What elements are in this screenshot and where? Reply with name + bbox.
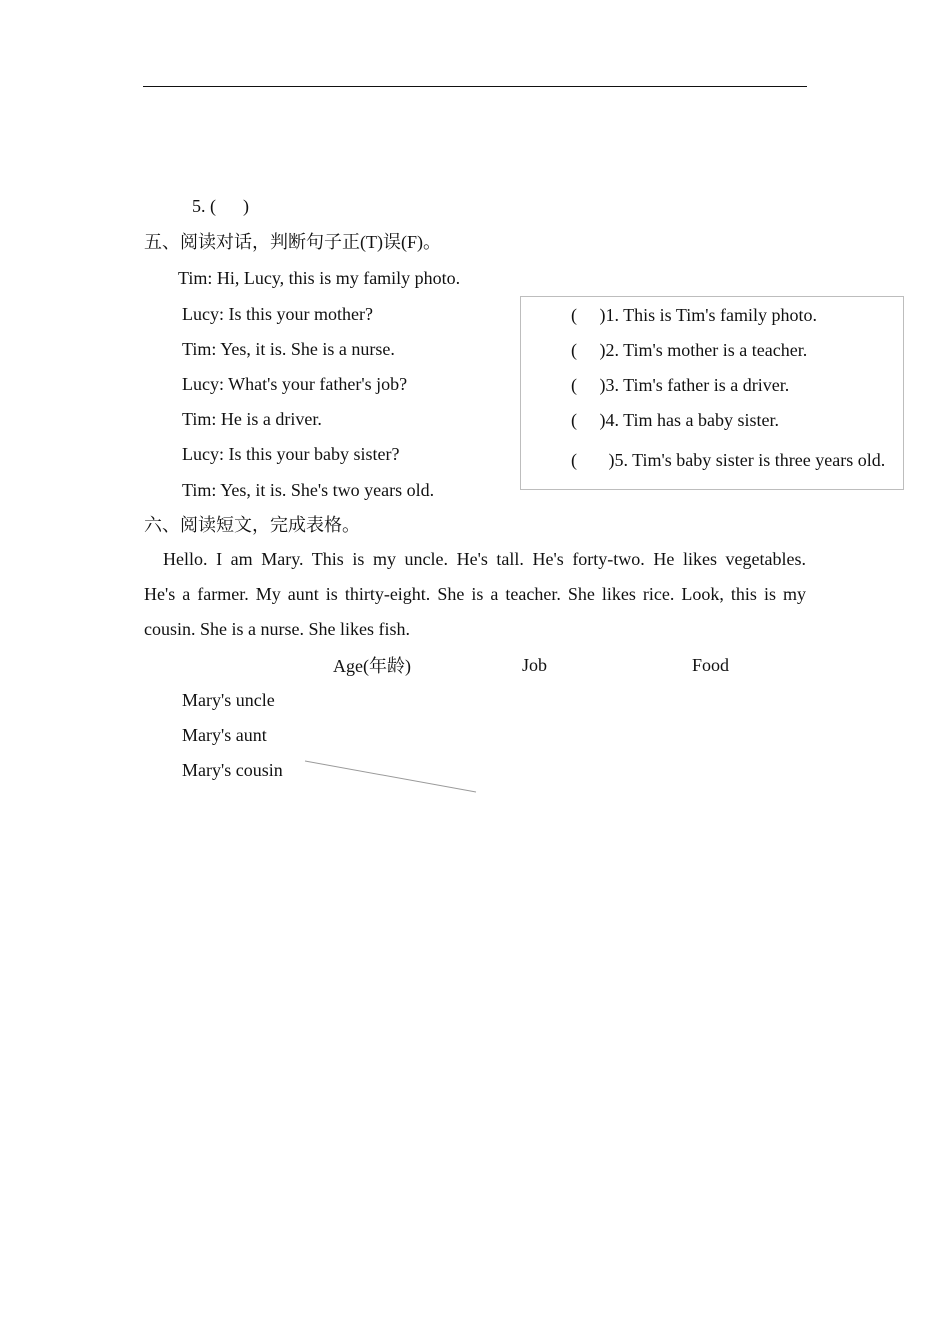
table-row-label: Mary's cousin: [182, 760, 283, 780]
dialogue-line: Tim: Yes, it is. She's two years old.: [182, 480, 435, 500]
table-row-label: Mary's uncle: [182, 690, 275, 710]
dialogue-line: Lucy: Is this your baby sister?: [182, 444, 400, 464]
answer-blank[interactable]: ( ): [571, 375, 606, 395]
answer-blank[interactable]: ( ): [571, 450, 615, 470]
tf-question: [571, 303, 817, 327]
section-6-heading: 六、阅读短文，完成表格。: [144, 515, 360, 535]
dialogue-line: Tim: He is a driver.: [182, 409, 322, 429]
question-text: 2. Tim's mother is a teacher.: [605, 340, 808, 360]
top-divider-line: [143, 86, 807, 87]
tf-question: [571, 408, 779, 432]
answer-blank[interactable]: ( ): [571, 410, 606, 430]
question-5-answer-blank: 5. ( ): [192, 196, 249, 216]
question-text: 5. Tim's baby sister is three years old.: [614, 450, 886, 470]
table-header-job: Job: [522, 655, 548, 675]
dialogue-line: Tim: Hi, Lucy, this is my family photo.: [178, 268, 461, 288]
passage-line: cousin. She is a nurse. She likes fish.: [144, 619, 410, 639]
dialogue-line: Lucy: What's your father's job?: [182, 374, 408, 394]
tf-question: [571, 443, 891, 478]
table-header-age: Age(年龄): [333, 656, 411, 676]
dialogue-line: Tim: Yes, it is. She is a nurse.: [182, 339, 395, 359]
passage-line: He's a farmer. My aunt is thirty-eight. She is a teacher. She likes rice. Look, this is my: [144, 584, 806, 604]
section-5-heading: 五、阅读对话，判断句子正(T)误(F)。: [144, 232, 441, 252]
question-text: 1. This is Tim's family photo.: [605, 305, 817, 325]
question-text: 3. Tim's father is a driver.: [605, 375, 790, 395]
table-row-label: Mary's aunt: [182, 725, 267, 745]
question-text: 4. Tim has a baby sister.: [605, 410, 780, 430]
answer-blank[interactable]: ( ): [571, 305, 606, 325]
dialogue-line: Lucy: Is this your mother?: [182, 304, 373, 324]
true-false-question-box: [520, 296, 904, 490]
tf-question: [571, 338, 807, 362]
reading-passage: [144, 542, 806, 647]
answer-blank[interactable]: ( ): [571, 340, 606, 360]
table-header-food: Food: [692, 655, 730, 675]
passage-line: Hello. I am Mary. This is my uncle. He's tall. He's forty-two. He likes vegetables.: [163, 549, 806, 569]
tf-question: [571, 373, 789, 397]
